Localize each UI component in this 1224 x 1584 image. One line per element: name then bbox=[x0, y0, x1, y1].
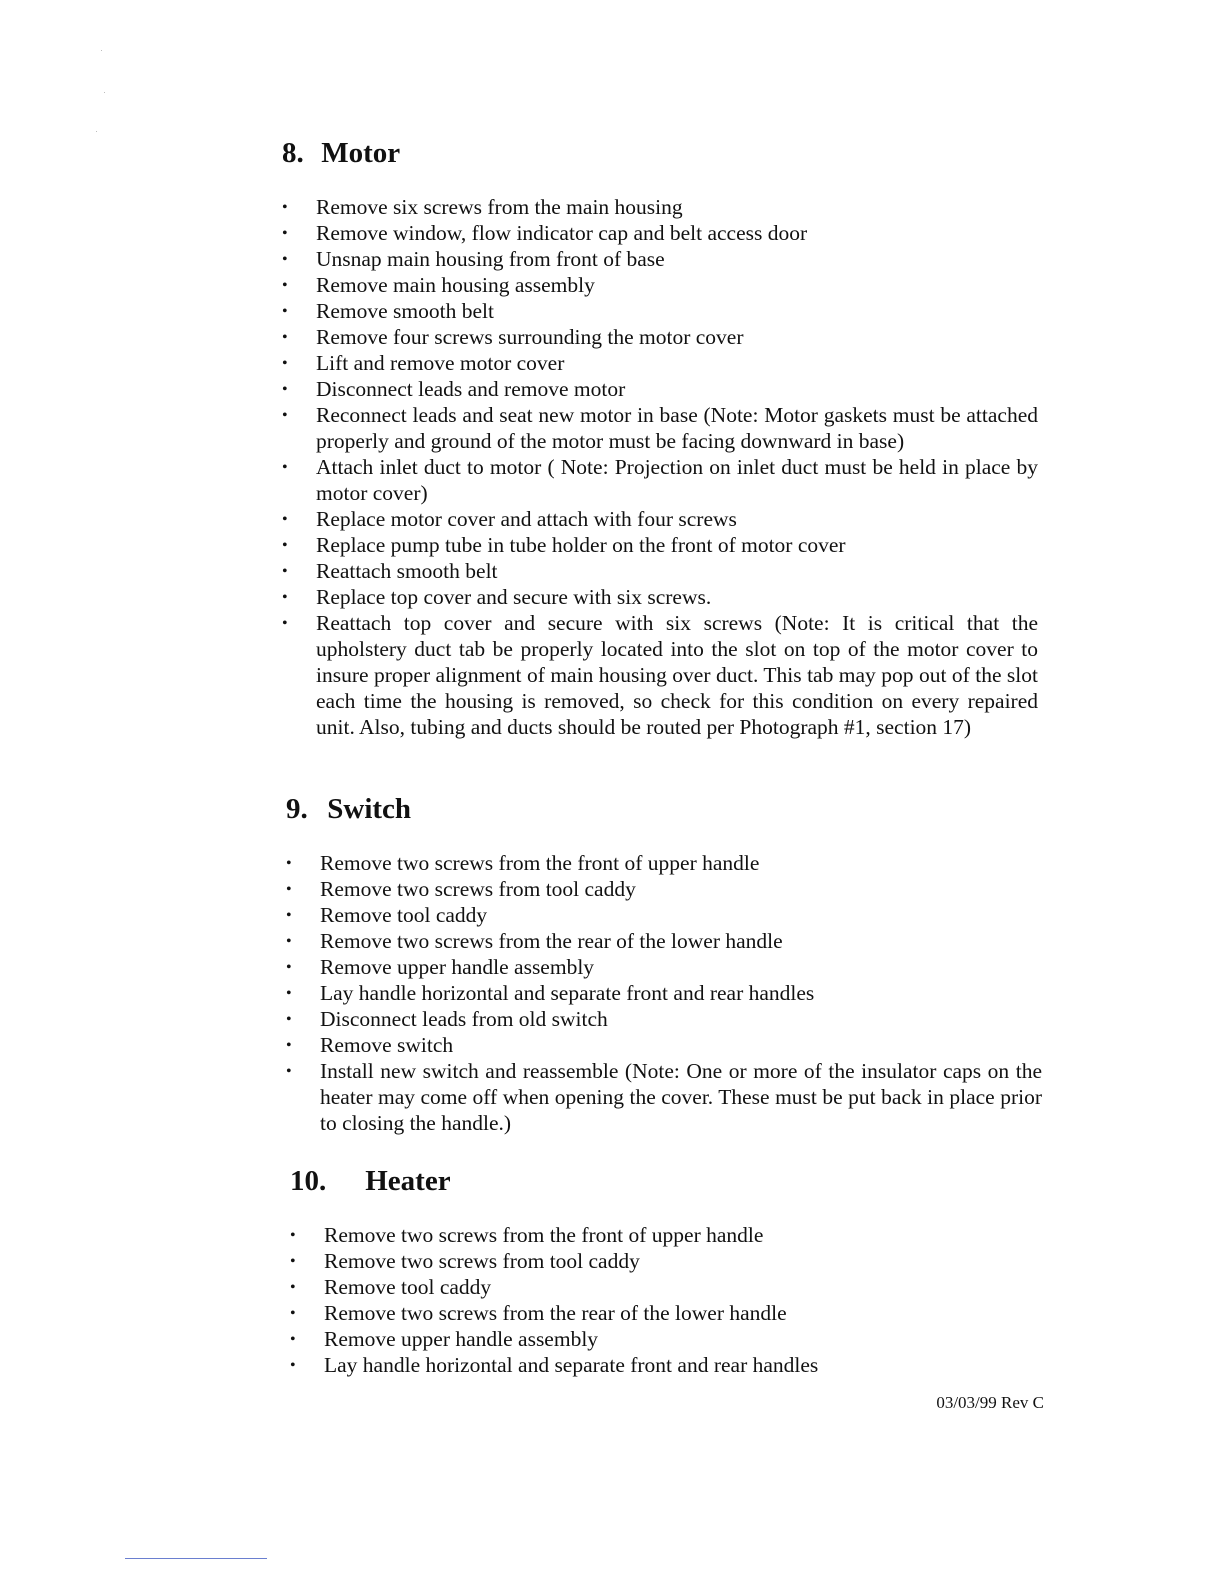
list-item bbox=[290, 1222, 1042, 1248]
bullet-icon: • bbox=[282, 277, 288, 294]
section-number: 9. bbox=[286, 793, 308, 825]
scan-speck bbox=[96, 131, 97, 132]
step-text: Remove window, flow indicator cap and belt access door bbox=[316, 221, 808, 245]
bullet-icon: • bbox=[286, 881, 292, 898]
bullet-icon: • bbox=[282, 329, 288, 346]
bullet-icon: • bbox=[282, 589, 288, 606]
list-item bbox=[286, 876, 1042, 902]
section-heater bbox=[290, 1162, 1042, 1378]
step-list bbox=[290, 1222, 1042, 1378]
step-text: Remove six screws from the main housing bbox=[316, 195, 683, 219]
list-item bbox=[282, 402, 1038, 454]
list-item bbox=[290, 1300, 1042, 1326]
step-text: Remove two screws from the front of upper handle bbox=[324, 1223, 764, 1247]
list-item bbox=[286, 980, 1042, 1006]
section-heading bbox=[286, 790, 1042, 828]
list-item bbox=[286, 1006, 1042, 1032]
bullet-icon: • bbox=[286, 907, 292, 924]
bullet-icon: • bbox=[282, 407, 288, 424]
list-item bbox=[282, 506, 1038, 532]
bullet-icon: • bbox=[282, 537, 288, 554]
section-number: 10. bbox=[290, 1165, 327, 1197]
bullet-icon: • bbox=[282, 459, 288, 476]
step-text: Attach inlet duct to motor ( Note: Projection on inlet duct must be held in place by motor cover) bbox=[316, 455, 1038, 505]
step-text: Replace motor cover and attach with four screws bbox=[316, 507, 737, 531]
step-text: Remove four screws surrounding the motor cover bbox=[316, 325, 744, 349]
bullet-icon: • bbox=[282, 199, 288, 216]
bullet-icon: • bbox=[286, 959, 292, 976]
list-item bbox=[286, 850, 1042, 876]
section-heading bbox=[282, 134, 1038, 172]
step-text: Remove main housing assembly bbox=[316, 273, 595, 297]
list-item bbox=[290, 1352, 1042, 1378]
bullet-icon: • bbox=[286, 855, 292, 872]
list-item bbox=[282, 350, 1038, 376]
list-item bbox=[282, 610, 1038, 740]
step-text: Remove two screws from the front of upper handle bbox=[320, 851, 760, 875]
section-number: 8. bbox=[282, 137, 304, 169]
step-text: Remove upper handle assembly bbox=[324, 1327, 599, 1351]
bullet-icon: • bbox=[290, 1227, 296, 1244]
step-text: Remove two screws from the rear of the lower handle bbox=[324, 1301, 787, 1325]
step-text: Disconnect leads from old switch bbox=[320, 1007, 608, 1031]
list-item bbox=[286, 954, 1042, 980]
step-text: Remove switch bbox=[320, 1033, 454, 1057]
step-text: Remove two screws from tool caddy bbox=[320, 877, 636, 901]
list-item bbox=[282, 558, 1038, 584]
revision-footer: 03/03/99 Rev C bbox=[936, 1393, 1044, 1412]
step-text: Remove smooth belt bbox=[316, 299, 494, 323]
step-list bbox=[282, 194, 1038, 740]
step-text: Disconnect leads and remove motor bbox=[316, 377, 626, 401]
section-title: Motor bbox=[321, 137, 401, 169]
list-item bbox=[286, 902, 1042, 928]
bullet-icon: • bbox=[290, 1279, 296, 1296]
bullet-icon: • bbox=[286, 1063, 292, 1080]
scan-speck bbox=[104, 92, 105, 93]
step-text: Remove tool caddy bbox=[324, 1275, 492, 1299]
list-item bbox=[282, 454, 1038, 506]
step-text: Lift and remove motor cover bbox=[316, 351, 565, 375]
step-text: Remove upper handle assembly bbox=[320, 955, 595, 979]
bullet-icon: • bbox=[282, 381, 288, 398]
list-item bbox=[290, 1274, 1042, 1300]
step-text: Remove tool caddy bbox=[320, 903, 488, 927]
section-motor bbox=[282, 134, 1038, 740]
step-text: Reattach top cover and secure with six screws (Note: It is critical that the upholstery duct tab be properly located into the slot on top of the motor cover to insure proper alignment of main housing over duct. This tab may pop out of the slot each time the housing is removed, so check for this condition on every repaired unit. Also, tubing and ducts should be routed per Photograph #1, section 17) bbox=[316, 611, 1038, 739]
list-item bbox=[290, 1248, 1042, 1274]
step-text: Lay handle horizontal and separate front and rear handles bbox=[320, 981, 815, 1005]
section-title: Switch bbox=[327, 793, 412, 825]
bullet-icon: • bbox=[282, 225, 288, 242]
step-list bbox=[286, 850, 1042, 1136]
bullet-icon: • bbox=[282, 303, 288, 320]
list-item bbox=[282, 220, 1038, 246]
step-text: Install new switch and reassemble (Note: One or more of the insulator caps on the heater may come off when opening the cover. These must be put back in place prior to closing the handle.) bbox=[320, 1059, 1042, 1135]
list-item bbox=[282, 532, 1038, 558]
section-heading bbox=[290, 1162, 1042, 1200]
list-item bbox=[282, 584, 1038, 610]
step-text: Remove two screws from the rear of the lower handle bbox=[320, 929, 783, 953]
step-text: Unsnap main housing from front of base bbox=[316, 247, 665, 271]
bullet-icon: • bbox=[286, 1011, 292, 1028]
step-text: Remove two screws from tool caddy bbox=[324, 1249, 640, 1273]
section-switch bbox=[286, 790, 1042, 1136]
list-item bbox=[282, 324, 1038, 350]
step-text: Reattach smooth belt bbox=[316, 559, 498, 583]
list-item bbox=[286, 1032, 1042, 1058]
scan-speck bbox=[101, 50, 102, 51]
list-item bbox=[282, 376, 1038, 402]
page-edge-rule bbox=[125, 1558, 267, 1559]
step-text: Replace pump tube in tube holder on the front of motor cover bbox=[316, 533, 846, 557]
list-item bbox=[286, 928, 1042, 954]
list-item bbox=[290, 1326, 1042, 1352]
bullet-icon: • bbox=[282, 355, 288, 372]
step-text: Reconnect leads and seat new motor in base (Note: Motor gaskets must be attached properly and ground of the motor must be facing downward in base) bbox=[316, 403, 1038, 453]
section-title: Heater bbox=[365, 1165, 451, 1197]
list-item bbox=[282, 272, 1038, 298]
step-text: Lay handle horizontal and separate front and rear handles bbox=[324, 1353, 819, 1377]
bullet-icon: • bbox=[282, 615, 288, 632]
step-text: Replace top cover and secure with six screws. bbox=[316, 585, 712, 609]
bullet-icon: • bbox=[286, 1037, 292, 1054]
bullet-icon: • bbox=[286, 933, 292, 950]
bullet-icon: • bbox=[290, 1357, 296, 1374]
bullet-icon: • bbox=[290, 1253, 296, 1270]
bullet-icon: • bbox=[282, 251, 288, 268]
list-item bbox=[282, 246, 1038, 272]
list-item bbox=[282, 194, 1038, 220]
bullet-icon: • bbox=[282, 563, 288, 580]
list-item bbox=[282, 298, 1038, 324]
bullet-icon: • bbox=[290, 1305, 296, 1322]
bullet-icon: • bbox=[282, 511, 288, 528]
list-item bbox=[286, 1058, 1042, 1136]
bullet-icon: • bbox=[286, 985, 292, 1002]
bullet-icon: • bbox=[290, 1331, 296, 1348]
